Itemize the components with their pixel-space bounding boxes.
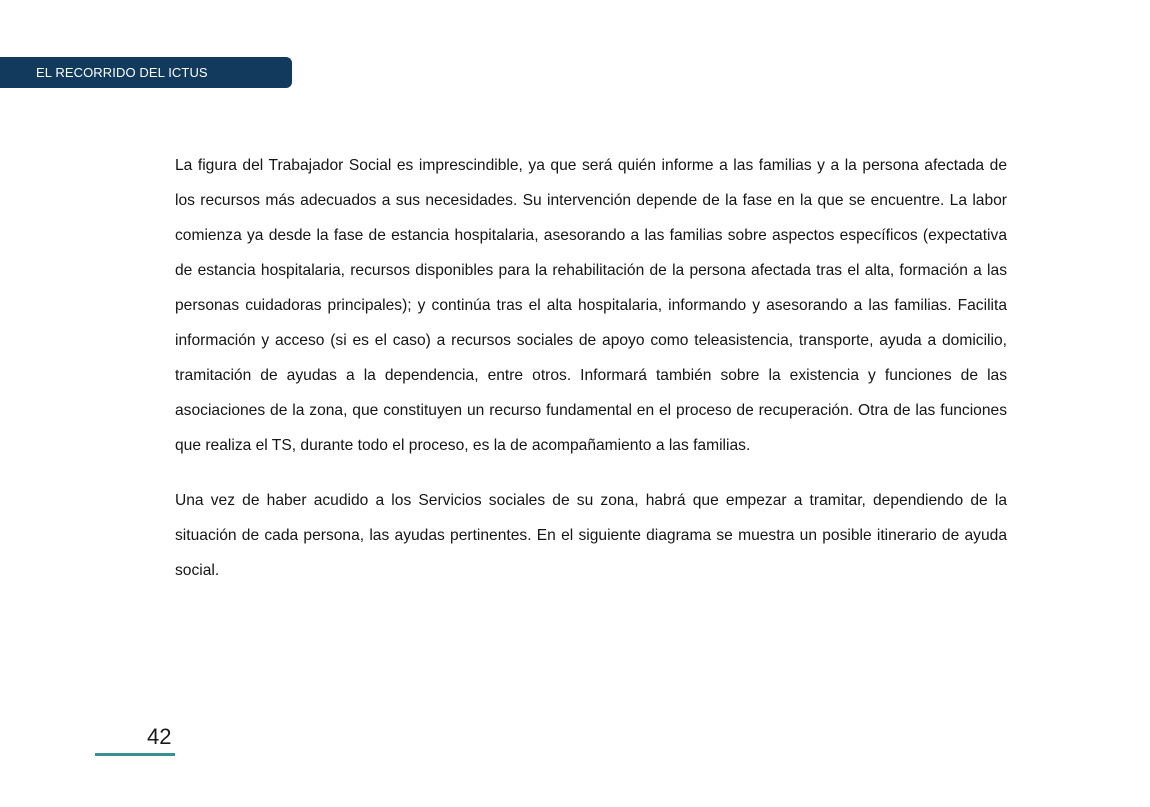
section-header-band [0, 57, 292, 88]
body-text [175, 148, 1007, 588]
paragraph-social-aid-itinerary: Una vez de haber acudido a los Servicios sociales de su zona, habrá que empezar a tramitar, dependiendo de la situación de cada persona, las ayudas pertinentes. En el siguiente diagrama se muestra un posible itinerario de ayuda social. [175, 492, 1007, 579]
page-number: 42 [147, 724, 172, 749]
section-title: EL RECORRIDO DEL ICTUS [36, 65, 208, 80]
page-number-underline [95, 753, 175, 756]
paragraph-social-worker-role: La figura del Trabajador Social es imprescindible, ya que será quién informe a las familias y a la persona afectada de los recursos más adecuados a sus necesidades. Su intervención depende de la fase en la que se encuentre. La labor comienza ya desde la fase de estancia hospitalaria, asesorando a las familias sobre aspectos específicos (expectativa de estancia hospitalaria, recursos disponibles para la rehabilitación de la persona afectada tras el alta, formación a las personas cuidadoras principales); y continúa tras el alta hospitalaria, informando y asesorando a las familias. Facilita información y acceso (si es el caso) a recursos sociales de apoyo como teleasistencia, transporte, ayuda a domicilio, tramitación de ayudas a la dependencia, entre otros. Informará también sobre la existencia y funciones de las asociaciones de la zona, que constituyen un recurso fundamental en el proceso de recuperación. Otra de las funciones que realiza el TS, durante todo el proceso, es la de acompañamiento a las familias. [175, 157, 1007, 454]
